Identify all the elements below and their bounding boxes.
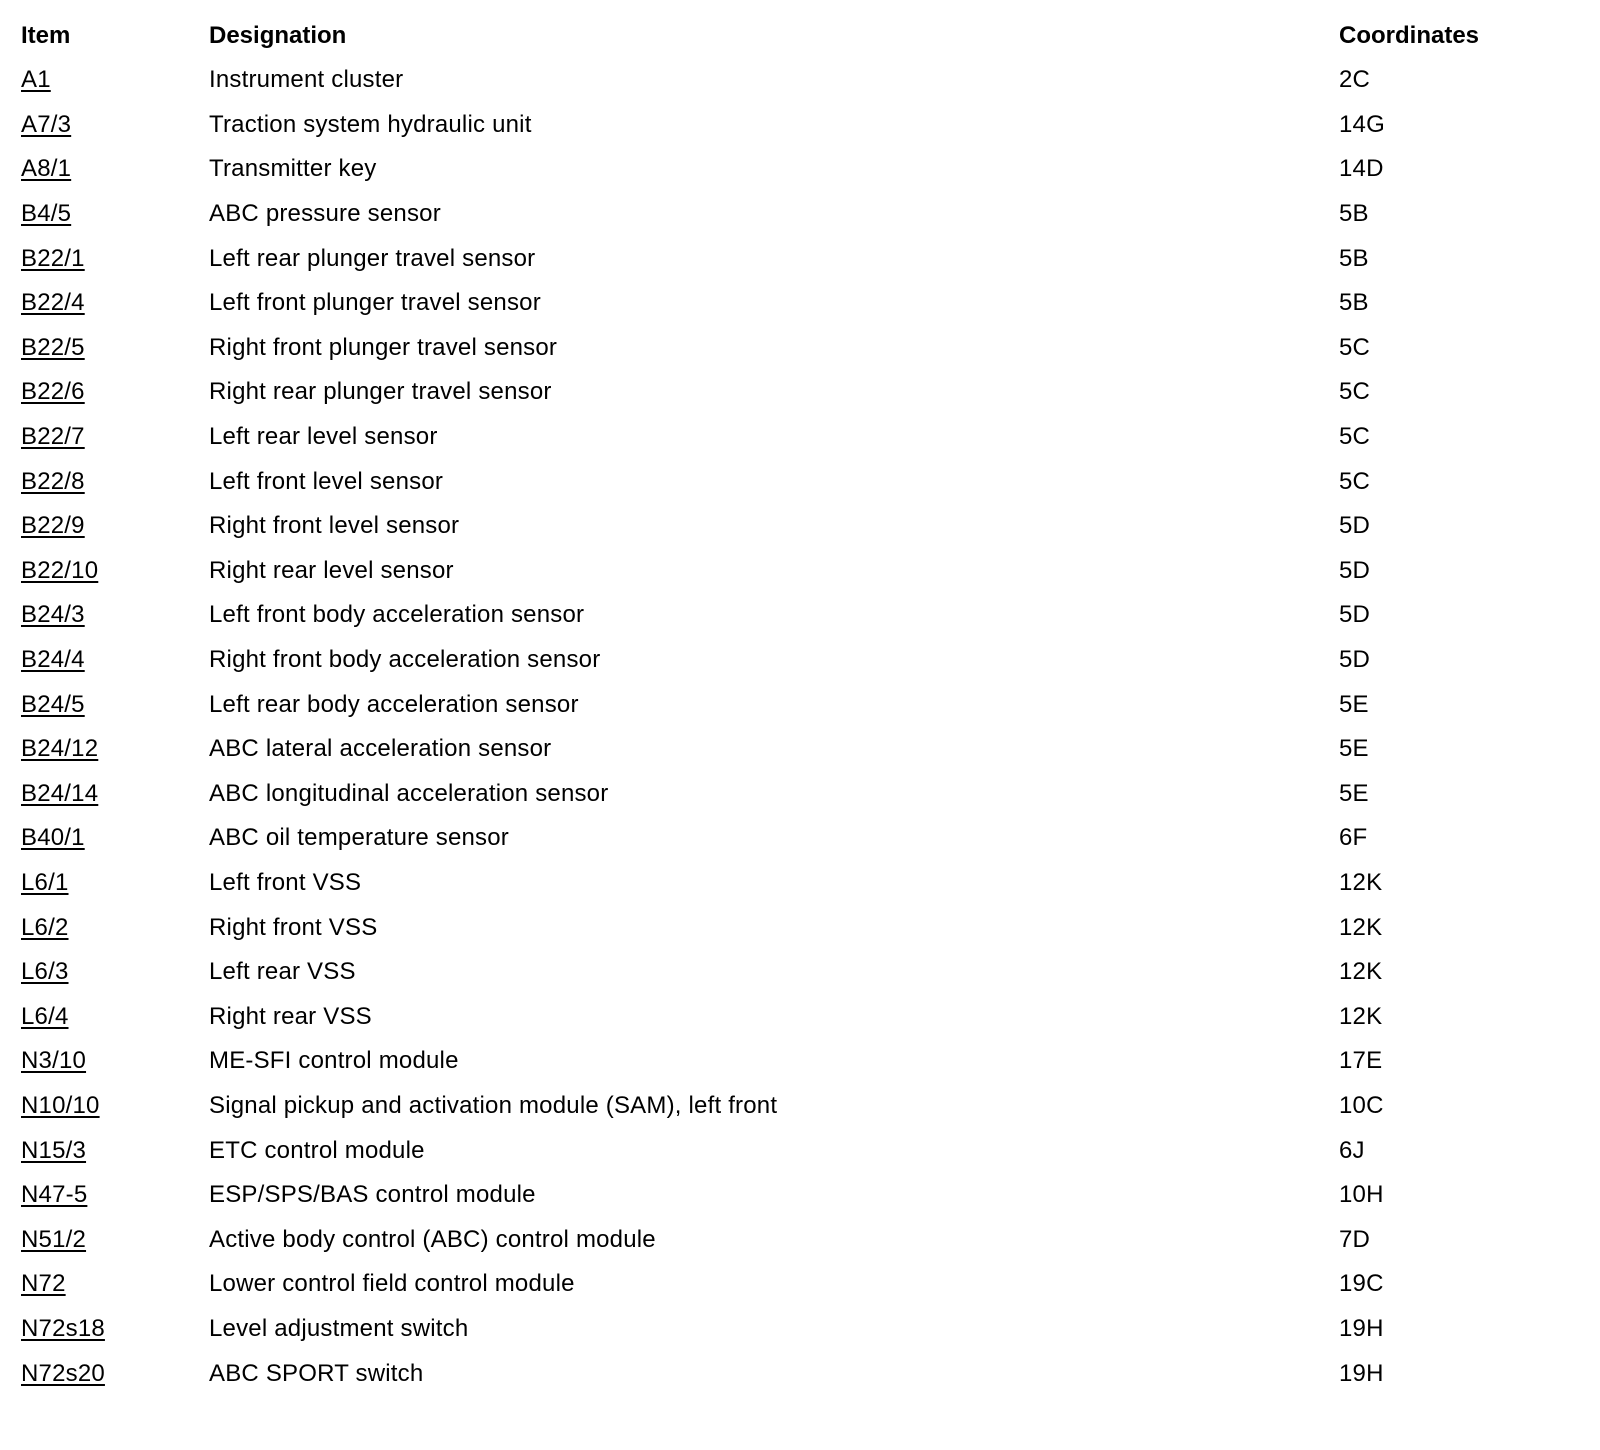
designation-column-header: Designation [209,22,347,49]
designation-cell: Left rear VSS [209,958,356,986]
item-cell [21,504,209,549]
designation-cell: ME-SFI control module [209,1047,459,1075]
item-cell [21,1307,209,1352]
item-cell [21,861,209,906]
table-row [21,994,1581,1039]
item-column-header: Item [21,22,71,49]
table-row [21,638,1581,683]
item-cell [21,816,209,861]
item-link[interactable]: A1 [21,66,51,94]
table-row [21,772,1581,817]
table-row [21,816,1581,861]
coordinates-cell: 7D [1339,1225,1371,1253]
designation-cell: ESP/SPS/BAS control module [209,1181,536,1209]
designation-cell: Right rear level sensor [209,556,454,584]
coordinates-cell: 5B [1339,289,1369,317]
item-cell [21,415,209,460]
item-link[interactable]: N47-5 [21,1181,88,1209]
item-link[interactable]: B22/8 [21,467,85,495]
coordinates-cell: 5C [1339,333,1371,361]
coordinates-cell: 2C [1339,66,1371,94]
coordinates-column-header: Coordinates [1339,22,1480,49]
item-link[interactable]: B4/5 [21,200,72,228]
coordinates-cell: 14D [1339,155,1384,183]
table-row [21,861,1581,906]
coordinates-cell: 5E [1339,779,1369,807]
coordinates-cell: 19C [1339,1270,1384,1298]
coordinates-cell: 5E [1339,690,1369,718]
coordinates-cell: 19H [1339,1359,1384,1387]
item-cell [21,459,209,504]
coordinates-cell: 17E [1339,1047,1383,1075]
item-link[interactable]: L6/2 [21,913,69,941]
item-link[interactable]: L6/1 [21,868,69,896]
designation-cell: ETC control module [209,1136,425,1164]
item-cell [21,772,209,817]
designation-cell: ABC pressure sensor [209,200,441,228]
item-link[interactable]: B22/5 [21,333,85,361]
designation-cell: Right front body acceleration sensor [209,646,601,674]
item-link[interactable]: B24/14 [21,779,99,807]
item-cell [21,58,209,103]
item-cell [21,236,209,281]
designation-cell: Left rear plunger travel sensor [209,244,536,272]
table-row [21,1217,1581,1262]
item-link[interactable]: N10/10 [21,1091,100,1119]
coordinates-cell: 5B [1339,200,1369,228]
table-row [21,682,1581,727]
coordinates-cell: 12K [1339,868,1383,896]
coordinates-cell: 12K [1339,1002,1383,1030]
designation-cell: Lower control field control module [209,1270,575,1298]
item-cell [21,994,209,1039]
table-row [21,950,1581,995]
designation-cell: Left front level sensor [209,467,444,495]
item-cell [21,1217,209,1262]
coordinates-cell: 5C [1339,423,1371,451]
table-row [21,1173,1581,1218]
table-row [21,147,1581,192]
table-body [21,58,1581,1396]
coordinates-cell: 5B [1339,244,1369,272]
item-link[interactable]: N3/10 [21,1047,87,1075]
item-cell [21,682,209,727]
coordinates-cell: 14G [1339,110,1385,138]
item-link[interactable]: N51/2 [21,1225,87,1253]
item-link[interactable]: N15/3 [21,1136,87,1164]
coordinates-cell: 6J [1339,1136,1365,1164]
item-link[interactable]: N72s18 [21,1314,105,1342]
table-row [21,1128,1581,1173]
item-link[interactable]: N72s20 [21,1359,105,1387]
item-link[interactable]: B24/12 [21,735,99,763]
coordinates-cell: 5C [1339,378,1371,406]
item-link[interactable]: L6/3 [21,958,69,986]
item-link[interactable]: L6/4 [21,1002,69,1030]
designation-cell: Transmitter key [209,155,377,183]
coordinates-cell: 5D [1339,556,1371,584]
item-cell [21,1039,209,1084]
table-row [21,549,1581,594]
table-row [21,1262,1581,1307]
item-cell [21,1351,209,1396]
table-row [21,1351,1581,1396]
table-row [21,1307,1581,1352]
coordinates-cell: 12K [1339,958,1383,986]
item-link[interactable]: B24/5 [21,690,85,718]
table-row [21,905,1581,950]
item-cell [21,1128,209,1173]
item-cell [21,326,209,371]
table-row [21,281,1581,326]
table-row [21,192,1581,237]
item-cell [21,593,209,638]
designation-cell: Left front VSS [209,868,362,896]
table-row [21,370,1581,415]
coordinates-cell: 6F [1339,824,1368,852]
item-cell [21,1262,209,1307]
table-row [21,1084,1581,1129]
designation-cell: Level adjustment switch [209,1314,469,1342]
table-row [21,504,1581,549]
item-link[interactable]: B24/3 [21,601,85,629]
designation-cell: Traction system hydraulic unit [209,110,532,138]
item-link[interactable]: B22/7 [21,423,85,451]
coordinates-cell: 5C [1339,467,1371,495]
item-cell [21,727,209,772]
item-link[interactable]: B22/1 [21,244,85,272]
designation-cell: ABC lateral acceleration sensor [209,735,552,763]
coordinates-cell: 5D [1339,601,1371,629]
item-link[interactable]: N72 [21,1270,66,1298]
designation-cell: Left rear body acceleration sensor [209,690,579,718]
component-legend-table [21,14,1581,1396]
coordinates-cell: 5D [1339,646,1371,674]
designation-cell: ABC longitudinal acceleration sensor [209,779,609,807]
table-row [21,593,1581,638]
item-cell [21,103,209,148]
designation-cell: Instrument cluster [209,66,404,94]
item-link[interactable]: B24/4 [21,646,85,674]
table-row [21,1039,1581,1084]
designation-cell: Right rear plunger travel sensor [209,378,552,406]
designation-cell: Right rear VSS [209,1002,372,1030]
designation-cell: ABC SPORT switch [209,1359,424,1387]
designation-cell: Right front plunger travel sensor [209,333,558,361]
item-cell [21,1084,209,1129]
item-cell [21,549,209,594]
designation-cell: Right front VSS [209,913,378,941]
item-cell [21,370,209,415]
coordinates-cell: 5E [1339,735,1369,763]
table-header [21,14,1581,58]
item-link[interactable]: B40/1 [21,824,85,852]
coordinates-cell: 5D [1339,512,1371,540]
table-row [21,326,1581,371]
coordinates-cell: 12K [1339,913,1383,941]
coordinates-cell: 19H [1339,1314,1384,1342]
item-link[interactable]: A8/1 [21,155,72,183]
item-cell [21,950,209,995]
designation-cell: Left front plunger travel sensor [209,289,541,317]
coordinates-cell: 10C [1339,1091,1384,1119]
header-row [21,14,1581,58]
coordinates-cell: 10H [1339,1181,1384,1209]
item-link[interactable]: B22/10 [21,556,99,584]
table-row [21,727,1581,772]
item-cell [21,638,209,683]
designation-cell: Left front body acceleration sensor [209,601,585,629]
designation-cell: ABC oil temperature sensor [209,824,509,852]
table-row [21,103,1581,148]
table-row [21,459,1581,504]
item-cell [21,192,209,237]
item-link[interactable]: A7/3 [21,110,72,138]
designation-cell: Right front level sensor [209,512,460,540]
table-row [21,58,1581,103]
table-row [21,236,1581,281]
designation-cell: Active body control (ABC) control module [209,1225,656,1253]
item-cell [21,1173,209,1218]
item-cell [21,281,209,326]
item-link[interactable]: B22/4 [21,289,85,317]
item-cell [21,147,209,192]
item-cell [21,905,209,950]
item-link[interactable]: B22/9 [21,512,85,540]
table-row [21,415,1581,460]
designation-cell: Left rear level sensor [209,423,438,451]
designation-cell: Signal pickup and activation module (SAM), left front [209,1091,778,1119]
item-link[interactable]: B22/6 [21,378,85,406]
